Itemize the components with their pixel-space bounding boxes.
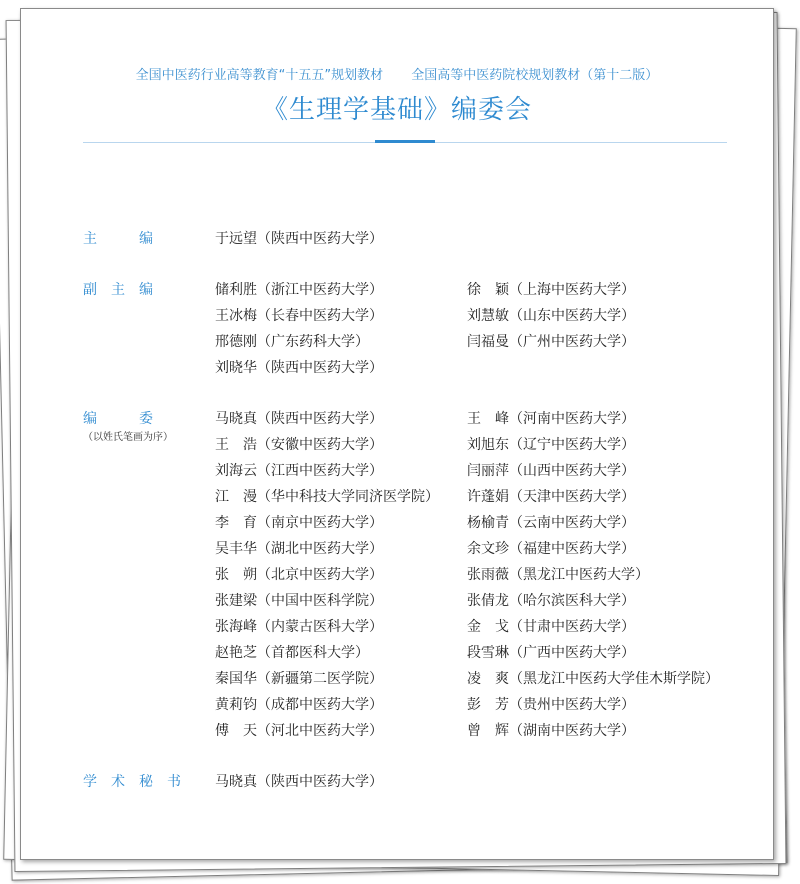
editor-name: 杨榆青（云南中医药大学）: [467, 515, 635, 531]
editor-name: 曾 辉（湖南中医药大学）: [467, 723, 635, 739]
deputy-editor-name: 储利胜（浙江中医药大学）: [215, 282, 383, 298]
editor-name: 吴丰华（湖北中医药大学）: [215, 541, 383, 557]
secretary-name: 马晓真（陕西中医药大学）: [215, 774, 383, 790]
deputy-editor-name: 邢德刚（广东药科大学）: [215, 334, 369, 350]
editor-name: 黄莉钧（成都中医药大学）: [215, 697, 383, 713]
role-editorial-member: 编 委: [83, 411, 153, 427]
editor-name: 江 漫（华中科技大学同济医学院）: [215, 489, 439, 505]
editor-name: 段雪琳（广西中医药大学）: [467, 645, 635, 661]
series-left: 全国中医药行业高等教育“十五五”规划教材: [135, 68, 384, 83]
editor-name: 闫丽萍（山西中医药大学）: [467, 463, 635, 479]
editor-name: 刘旭东（辽宁中医药大学）: [467, 437, 635, 453]
editor-name: 王 浩（安徽中医药大学）: [215, 437, 383, 453]
editor-name: 彭 芳（贵州中医药大学）: [467, 697, 635, 713]
document-page: [20, 8, 774, 860]
page-title: 《生理学基础》编委会: [261, 95, 532, 125]
deputy-editor-name: 徐 颖（上海中医药大学）: [467, 282, 635, 298]
role-deputy-editor: 副 主 编: [83, 282, 153, 298]
editor-name: 赵艳芝（首都医科大学）: [215, 645, 369, 661]
editor-name: 余文珍（福建中医药大学）: [467, 541, 635, 557]
deputy-editor-name: 王冰梅（长春中医药大学）: [215, 308, 383, 324]
editor-name: 刘海云（江西中医药大学）: [215, 463, 383, 479]
editor-name: 张建梁（中国中医科学院）: [215, 593, 383, 609]
editor-name: 马晓真（陕西中医药大学）: [215, 411, 383, 427]
role-chief-editor: 主 编: [83, 231, 153, 247]
chief-editor-name: 于远望（陕西中医药大学）: [215, 231, 383, 247]
deputy-editor-name: 刘晓华（陕西中医药大学）: [215, 360, 383, 376]
editor-name: 李 育（南京中医药大学）: [215, 515, 383, 531]
deputy-editor-name: 刘慧敏（山东中医药大学）: [467, 308, 635, 324]
editor-name: 傅 天（河北中医药大学）: [215, 723, 383, 739]
editor-name: 金 戈（甘肃中医药大学）: [467, 619, 635, 635]
editor-name: 王 峰（河南中医药大学）: [467, 411, 635, 427]
editor-name: 凌 爽（黑龙江中医药大学佳木斯学院）: [467, 671, 719, 687]
series-right: 全国高等中医药院校规划教材（第十二版）: [411, 68, 659, 83]
editor-name: 张海峰（内蒙古医科大学）: [215, 619, 383, 635]
editor-name: 张倩龙（哈尔滨医科大学）: [467, 593, 635, 609]
editor-name: 张雨薇（黑龙江中医药大学）: [467, 567, 649, 583]
divider-accent: [375, 140, 435, 143]
editor-name: 许蓬娟（天津中医药大学）: [467, 489, 635, 505]
deputy-editor-name: 闫福曼（广州中医药大学）: [467, 334, 635, 350]
editor-name: 秦国华（新疆第二医学院）: [215, 671, 383, 687]
role-academic-secretary: 学 术 秘 书: [83, 774, 181, 790]
editor-name: 张 朔（北京中医药大学）: [215, 567, 383, 583]
series-line: [21, 64, 773, 83]
sort-note: （以姓氏笔画为序）: [83, 432, 173, 443]
